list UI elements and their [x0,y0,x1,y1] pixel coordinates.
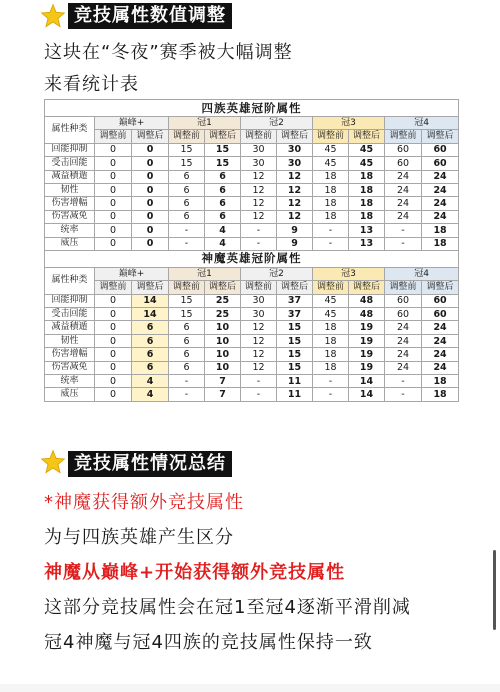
tier-header: 冠4 [385,117,459,130]
table-cell: 24 [422,210,459,223]
table-cell: - [313,388,349,401]
table-cell: 4 [132,388,169,401]
table-cell: 15 [169,157,205,170]
table-cell: - [385,388,422,401]
table-cell: 12 [277,183,313,196]
table-cell: 13 [349,224,385,237]
before-header: 调整前 [169,130,205,143]
table-cell: 15 [277,321,313,334]
table-cell: 45 [349,143,385,156]
table-cell: 24 [385,183,422,196]
table-cell: 4 [205,237,241,250]
table-cell: 6 [132,334,169,347]
table-cell: 24 [385,334,422,347]
category-header: 属性种类 [45,267,95,294]
table-title: 神魔英雄冠阶属性 [45,250,459,267]
after-header: 调整后 [277,130,313,143]
stats-table [44,99,459,402]
table-cell: 0 [95,183,132,196]
table-row [45,294,459,307]
table-cell: 60 [422,143,459,156]
table-cell: 18 [313,197,349,210]
table-cell: 30 [241,308,277,321]
summary-line: *神魔获得额外竞技属性 [44,492,244,513]
table-row [45,388,459,401]
row-category: 回能抑制 [45,143,95,156]
table-cell: 0 [95,321,132,334]
row-category: 韧性 [45,334,95,347]
table-cell: 0 [132,197,169,210]
table-title: 四族英雄冠阶属性 [45,100,459,117]
after-header: 调整后 [422,130,459,143]
row-category: 统率 [45,375,95,388]
table-cell: 18 [313,361,349,374]
category-header: 属性种类 [45,117,95,144]
table-cell: 18 [422,237,459,250]
table-cell: 60 [385,157,422,170]
table-cell: - [385,375,422,388]
after-header: 调整后 [349,281,385,294]
table-cell: - [385,224,422,237]
table-cell: - [385,237,422,250]
table-cell: 0 [95,348,132,361]
table-cell: 6 [205,197,241,210]
table-cell: 6 [169,210,205,223]
table-cell: 24 [385,170,422,183]
after-header: 调整后 [349,130,385,143]
table-title-row [45,100,459,117]
before-header: 调整前 [241,281,277,294]
table-cell: 12 [277,170,313,183]
table-title-row [45,250,459,267]
table-cell: 45 [313,157,349,170]
table-cell: 7 [205,388,241,401]
table-cell: 0 [95,388,132,401]
table-cell: 15 [169,294,205,307]
table-cell: 15 [277,361,313,374]
table-cell: 14 [132,294,169,307]
table-cell: 19 [349,321,385,334]
summary-line: 这部分竞技属性会在冠1至冠4逐渐平滑削减 [44,597,411,618]
table-cell: 12 [241,197,277,210]
table-cell: 11 [277,388,313,401]
row-category: 威压 [45,237,95,250]
table-cell: 12 [277,210,313,223]
table-cell: 24 [385,348,422,361]
table-cell: - [169,375,205,388]
table-cell: 14 [132,308,169,321]
scrollbar[interactable] [493,550,496,630]
table-subheader-row [45,281,459,294]
table-cell: 60 [385,143,422,156]
table-row [45,197,459,210]
table-cell: 0 [132,224,169,237]
table-cell: 30 [277,157,313,170]
star-icon [40,3,66,29]
table-cell: 7 [205,375,241,388]
table-cell: 12 [241,170,277,183]
table-cell: 0 [95,170,132,183]
tier-header: 冠2 [241,267,313,280]
row-category: 回能抑制 [45,294,95,307]
table-cell: 24 [422,197,459,210]
table-cell: 37 [277,294,313,307]
table-cell: 0 [95,210,132,223]
after-header: 调整后 [205,281,241,294]
before-header: 调整前 [241,130,277,143]
table-cell: - [313,237,349,250]
table-cell: 30 [241,294,277,307]
row-category: 受击回能 [45,308,95,321]
table-cell: 30 [241,157,277,170]
table-row [45,361,459,374]
tier-header: 冠1 [169,117,241,130]
stats-table-container [44,99,458,402]
table-header-row [45,117,459,130]
before-header: 调整前 [313,281,349,294]
table-cell: 6 [132,361,169,374]
table-cell: 24 [385,210,422,223]
table-cell: 0 [132,143,169,156]
table-cell: 18 [422,388,459,401]
after-header: 调整后 [277,281,313,294]
table-cell: 14 [349,375,385,388]
before-header: 调整前 [169,281,205,294]
table-cell: 10 [205,334,241,347]
tier-header: 冠3 [313,267,385,280]
bottom-strip [0,684,500,692]
table-cell: 4 [132,375,169,388]
row-category: 减益積遁 [45,170,95,183]
table-cell: 10 [205,321,241,334]
section-heading-adjustment [68,2,232,30]
table-cell: 12 [241,210,277,223]
table-cell: - [169,388,205,401]
table-cell: 0 [95,334,132,347]
table-cell: 45 [313,294,349,307]
table-cell: 18 [313,348,349,361]
table-row [45,321,459,334]
row-category: 威压 [45,388,95,401]
table-cell: 18 [349,183,385,196]
row-category: 减益積遁 [45,321,95,334]
table-cell: 15 [277,334,313,347]
table-cell: 6 [205,183,241,196]
table-cell: 45 [313,143,349,156]
table-row [45,224,459,237]
before-header: 调整前 [385,130,422,143]
summary-line: 为与四族英雄产生区分 [44,527,234,548]
table-cell: 6 [205,170,241,183]
table-cell: 30 [241,143,277,156]
row-category: 伤害减免 [45,210,95,223]
table-cell: 6 [205,210,241,223]
table-row [45,157,459,170]
table-cell: 18 [313,321,349,334]
table-row [45,348,459,361]
tier-header: 冠4 [385,267,459,280]
table-cell: 60 [422,157,459,170]
table-cell: 0 [95,375,132,388]
table-cell: 48 [349,308,385,321]
table-cell: 0 [95,294,132,307]
table-row [45,183,459,196]
table-cell: 15 [169,308,205,321]
table-cell: 10 [205,361,241,374]
tier-header: 冠1 [169,267,241,280]
table-cell: 18 [349,210,385,223]
table-cell: 6 [132,321,169,334]
table-cell: 60 [422,294,459,307]
table-cell: 9 [277,224,313,237]
table-cell: 12 [241,361,277,374]
table-cell: 10 [205,348,241,361]
table-subheader-row [45,130,459,143]
table-cell: 12 [241,321,277,334]
table-cell: 45 [349,157,385,170]
table-cell: 18 [349,170,385,183]
intro-line: 来看统计表 [44,74,139,95]
section-title: 竞技属性数值调整 [68,3,232,29]
table-cell: 18 [349,197,385,210]
before-header: 调整前 [313,130,349,143]
table-cell: 19 [349,334,385,347]
table-row [45,237,459,250]
table-cell: 6 [169,334,205,347]
table-cell: 15 [205,157,241,170]
before-header: 调整前 [95,130,132,143]
table-cell: 19 [349,361,385,374]
table-header-row [45,267,459,280]
after-header: 调整后 [132,281,169,294]
table-cell: 12 [241,183,277,196]
table-cell: 24 [422,170,459,183]
table-cell: 0 [95,237,132,250]
table-cell: 0 [95,361,132,374]
table-cell: 24 [422,361,459,374]
table-row [45,375,459,388]
section-title: 竞技属性情况总结 [68,451,232,477]
after-header: 调整后 [132,130,169,143]
table-cell: 9 [277,237,313,250]
table-row [45,170,459,183]
row-category: 统率 [45,224,95,237]
before-header: 调整前 [95,281,132,294]
row-category: 韧性 [45,183,95,196]
table-cell: 0 [95,308,132,321]
table-cell: 15 [277,348,313,361]
table-row [45,143,459,156]
table-cell: 48 [349,294,385,307]
table-cell: 15 [169,143,205,156]
table-row [45,210,459,223]
table-cell: - [241,237,277,250]
row-category: 伤害增幅 [45,197,95,210]
table-cell: - [313,224,349,237]
tier-header: 巅峰+ [95,117,169,130]
table-cell: 0 [132,210,169,223]
table-cell: 18 [313,334,349,347]
table-cell: 24 [422,348,459,361]
table-cell: 0 [95,197,132,210]
table-cell: 18 [422,375,459,388]
table-cell: 24 [422,321,459,334]
table-row [45,334,459,347]
star-icon [40,449,66,475]
table-cell: 15 [205,143,241,156]
table-cell: 60 [385,294,422,307]
table-cell: 24 [385,361,422,374]
table-cell: 12 [241,348,277,361]
table-cell: 6 [132,348,169,361]
table-cell: 6 [169,183,205,196]
table-cell: - [241,388,277,401]
row-category: 伤害增幅 [45,348,95,361]
table-cell: 0 [95,224,132,237]
after-header: 调整后 [205,130,241,143]
table-cell: 11 [277,375,313,388]
row-category: 受击回能 [45,157,95,170]
table-cell: 24 [422,334,459,347]
table-cell: 24 [385,197,422,210]
table-cell: - [241,375,277,388]
table-cell: 60 [385,308,422,321]
table-cell: 45 [313,308,349,321]
table-cell: 6 [169,348,205,361]
table-cell: 24 [385,321,422,334]
table-cell: 37 [277,308,313,321]
table-cell: 12 [277,197,313,210]
before-header: 调整前 [385,281,422,294]
table-cell: 30 [277,143,313,156]
tier-header: 巅峰+ [95,267,169,280]
table-cell: 25 [205,308,241,321]
table-cell: 0 [95,157,132,170]
table-cell: 14 [349,388,385,401]
table-cell: 18 [422,224,459,237]
row-category: 伤害减免 [45,361,95,374]
table-cell: 18 [313,170,349,183]
summary-line: 冠4神魔与冠4四族的竞技属性保持一致 [44,632,373,653]
table-cell: 19 [349,348,385,361]
table-cell: - [169,237,205,250]
section-heading-summary [68,450,232,478]
table-cell: 25 [205,294,241,307]
table-cell: 6 [169,170,205,183]
table-cell: 6 [169,197,205,210]
table-cell: 0 [132,183,169,196]
table-cell: - [313,375,349,388]
table-cell: 18 [313,210,349,223]
table-cell: - [169,224,205,237]
tier-header: 冠3 [313,117,385,130]
table-cell: 0 [132,157,169,170]
table-cell: - [241,224,277,237]
table-cell: 12 [241,334,277,347]
intro-line: 这块在“冬夜”赛季被大幅调整 [44,42,293,63]
table-cell: 24 [422,183,459,196]
table-cell: 4 [205,224,241,237]
summary-line-highlight: 神魔从巅峰+开始获得额外竞技属性 [44,562,346,583]
table-cell: 18 [313,183,349,196]
table-cell: 0 [95,143,132,156]
table-cell: 6 [169,361,205,374]
table-cell: 0 [132,237,169,250]
table-cell: 6 [169,321,205,334]
table-cell: 13 [349,237,385,250]
table-row [45,308,459,321]
table-cell: 0 [132,170,169,183]
after-header: 调整后 [422,281,459,294]
tier-header: 冠2 [241,117,313,130]
table-cell: 60 [422,308,459,321]
